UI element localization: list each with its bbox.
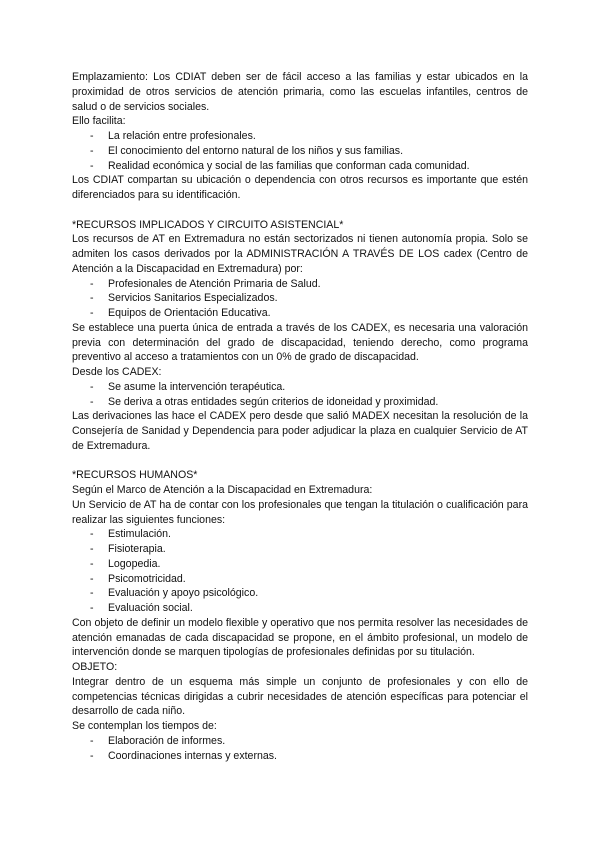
cadex-list <box>72 380 528 410</box>
facilita-label: Ello facilita: <box>72 115 126 128</box>
tiempos-list <box>72 734 528 764</box>
tiempos-label: Se contemplan los tiempos de: <box>72 720 217 732</box>
list-item: - Se deriva a otras entidades según criterios de idoneidad y proximidad. <box>72 395 528 410</box>
humanos-heading: *RECURSOS HUMANOS* <box>72 469 198 482</box>
list-item: - Equipos de Orientación Educativa. <box>72 306 528 321</box>
list-item: - Fisioterapia. <box>72 542 528 557</box>
list-item: - Evaluación y apoyo psicológico. <box>72 586 528 601</box>
emplazamiento-paragraph: Emplazamiento: Los CDIAT deben ser de fácil acceso a las familias y estar ubicados en la proximidad de otros servicios de atención primaria, como las escuelas infantiles, centros de salud o de servicios sociales. <box>72 71 528 113</box>
servicio-paragraph: Un Servicio de AT ha de contar con los profesionales que tengan la titulación o cualificación para realizar las siguientes funciones: <box>72 498 528 526</box>
facilita-list <box>72 129 528 173</box>
desde-cadex-label: Desde los CADEX: <box>72 366 162 378</box>
recursos-heading: *RECURSOS IMPLICADOS Y CIRCUITO ASISTENCIAL* <box>72 218 344 231</box>
list-item: - Profesionales de Atención Primaria de Salud. <box>72 277 528 292</box>
list-item: - Servicios Sanitarios Especializados. <box>72 291 528 306</box>
derivaciones-paragraph: Las derivaciones las hace el CADEX pero desde que salió MADEX necesitan la resolución de la Consejería de Sanidad y Dependencia para poder adjudicar la plaza en cualquier Servicio de AT de Extremadura. <box>72 410 528 452</box>
funciones-list <box>72 527 528 616</box>
list-item: - Logopedia. <box>72 557 528 572</box>
list-item: - Estimulación. <box>72 527 528 542</box>
objeto-paragraph: Integrar dentro de un esquema más simple un conjunto de profesionales y con ello de competencias técnicas dirigidas a cubrir necesidades de atención específicas para potenciar el desarrollo de cada niño. <box>72 675 528 718</box>
list-item: - Elaboración de informes. <box>72 734 528 749</box>
spacer <box>72 203 528 218</box>
modelo-paragraph: Con objeto de definir un modelo flexible y operativo que nos permita resolver las necesidades de atención emanadas de cada discapacidad se propone, en el ámbito profesional, un modelo de intervención donde se marquen tipologías de profesionales definidas por su titulación. <box>72 616 528 659</box>
list-item: - Se asume la intervención terapéutica. <box>72 380 528 395</box>
list-item: - Psicomotricidad. <box>72 572 528 587</box>
objeto-label: OBJETO: <box>72 661 118 673</box>
derivadores-list <box>72 277 528 321</box>
list-item: - Realidad económica y social de las familias que conforman cada comunidad. <box>72 159 528 174</box>
spacer <box>72 454 528 469</box>
recursos-paragraph: Los recursos de AT en Extremadura no están sectorizados ni tienen autonomía propia. Solo se admiten los casos derivados por la ADMINISTRACIÓN A TRAVÉS DE LOS cadex (Centro de Atención a la Discapacidad en Extremadura) por: <box>72 233 528 275</box>
list-item: - El conocimiento del entorno natural de los niños y sus familias. <box>72 144 528 159</box>
puerta-unica-paragraph: Se establece una puerta única de entrada a través de los CADEX, es necesaria una valoración previa con determinación del grado de discapacidad, teniendo derecho, como programa preventivo al acceso a tratamientos con un 0% de grado de discapacidad. <box>72 321 528 364</box>
list-item: - La relación entre profesionales. <box>72 129 528 144</box>
marco-paragraph: Según el Marco de Atención a la Discapacidad en Extremadura: <box>72 484 373 496</box>
ubicacion-paragraph: Los CDIAT compartan su ubicación o dependencia con otros recursos es importante que estén diferenciados para su identificación. <box>72 174 528 201</box>
list-item: - Evaluación social. <box>72 601 528 616</box>
list-item: - Coordinaciones internas y externas. <box>72 749 528 764</box>
